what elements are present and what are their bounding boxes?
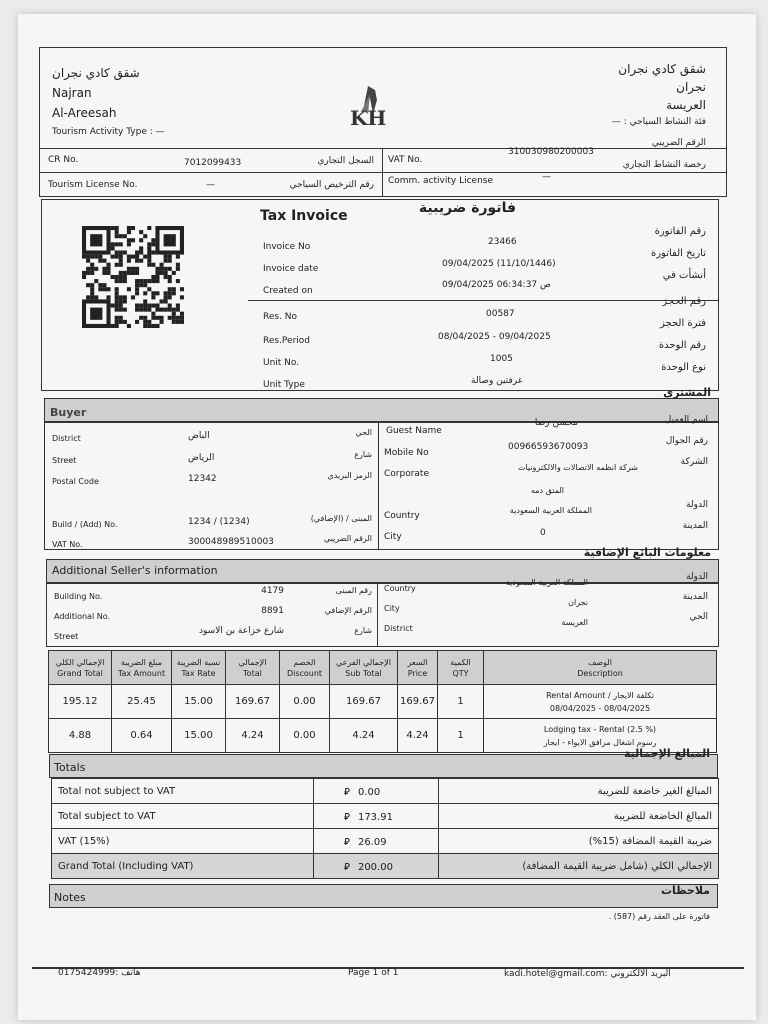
guest-name-label: Guest Name xyxy=(386,426,442,436)
column-header-en: Tax Rate xyxy=(181,668,216,678)
comm-ar-label: رخصة النشاط التجاري xyxy=(622,160,706,170)
vat-ar-label: الرقم الضريبي xyxy=(651,138,706,148)
item-cell-qty: 1 xyxy=(438,719,484,753)
item-cell-total: 169.67 xyxy=(226,685,280,719)
seller-field-label-ar: الرقم الإضافي xyxy=(324,606,372,615)
items-column-header xyxy=(226,651,280,685)
buyer-field-label: Street xyxy=(52,456,77,465)
buyer-field-label-ar: الرقم الضريبي xyxy=(323,534,372,543)
column-header-ar: الكمية xyxy=(450,657,471,667)
notes-title-en: Notes xyxy=(54,891,86,904)
qr-code-icon xyxy=(80,226,186,328)
company-name-ar-left: شقق كادي نجران xyxy=(52,66,140,80)
item-cell-total: 4.24 xyxy=(226,719,280,753)
mobile-value: 00966593670093 xyxy=(508,442,589,452)
items-column-header xyxy=(172,651,226,685)
corporate-value: شركة انظمه الاتصالات والالكترونيات xyxy=(517,463,638,472)
buyer-field-value: الباض xyxy=(188,431,210,441)
seller-field-label-ar: المدينة xyxy=(682,592,708,602)
buyer-field-label-ar: المبنى / (الإضافي) xyxy=(310,514,372,523)
invoice-row-label-ar: تاريخ الفاتورة xyxy=(650,248,706,259)
riyal-currency-icon: ⃁ xyxy=(344,811,350,823)
buyer-field-label: Postal Code xyxy=(52,477,99,486)
seller-field-value: العريسة xyxy=(561,618,588,627)
company-city-en: Najran xyxy=(52,86,92,100)
seller-field-label-ar: رقم المبنى xyxy=(335,586,372,595)
invoice-row-label-ar: فترة الحجز xyxy=(660,318,706,329)
cr-label: CR No. xyxy=(48,155,79,165)
tax-invoice-title-en: Tax Invoice xyxy=(260,208,348,224)
item-cell-rate: 15.00 xyxy=(172,719,226,753)
totals-label-ar: المبالغ الغير خاضعة للضريبة xyxy=(439,779,719,804)
item-cell-sub: 169.67 xyxy=(330,685,398,719)
mobile-ar: رقم الجوال xyxy=(665,436,708,446)
totals-amount xyxy=(314,829,439,854)
seller-field-value: شارع خزاعة بن الاسود xyxy=(199,626,284,636)
company-district-en: Al-Areesah xyxy=(52,106,117,120)
column-header-ar: الخصم xyxy=(293,657,316,667)
seller-field-value: 8891 xyxy=(261,606,284,616)
vat-value: 310030980200003 xyxy=(508,147,594,157)
footer-email: kadi.hotel@gmail.com: البريد الالكتروني xyxy=(504,969,671,979)
totals-row xyxy=(52,829,719,854)
country-value: المملكة العربية السعودية xyxy=(509,506,592,515)
buyer-field-label: District xyxy=(52,434,81,443)
buyer-field-value: الرياض xyxy=(188,453,215,463)
item-description xyxy=(484,685,717,719)
seller-field-label: Building No. xyxy=(54,592,103,601)
item-cell-tax: 25.45 xyxy=(112,685,172,719)
riyal-currency-icon: ⃁ xyxy=(344,861,350,873)
qr-code xyxy=(80,226,186,328)
items-column-header xyxy=(398,651,438,685)
seller-field-label-ar: الدولة xyxy=(686,572,708,582)
activity-type-en: Tourism Activity Type : — xyxy=(52,127,165,137)
column-header-ar: نسبة الضريبة xyxy=(176,657,221,667)
item-cell-qty: 1 xyxy=(438,685,484,719)
items-column-header xyxy=(438,651,484,685)
notes-header xyxy=(49,884,718,908)
company-logo xyxy=(340,84,400,134)
vat-label: VAT No. xyxy=(388,155,423,165)
totals-amount-value: 200.00 xyxy=(357,861,393,873)
totals-title-ar: المبالغ الإجمالية xyxy=(623,747,710,760)
items-column-header xyxy=(49,651,112,685)
invoice-row-label: Created on xyxy=(263,286,313,296)
company-name-ar-right: شقق كادي نجران xyxy=(618,62,706,76)
totals-amount xyxy=(314,779,439,804)
seller-field-label-ar: شارع xyxy=(354,626,372,635)
corporate-ar: الشركة xyxy=(680,457,708,467)
seller-field-value: 4179 xyxy=(261,586,284,596)
totals-label: Total subject to VAT xyxy=(52,804,314,829)
company-city-ar: نجران xyxy=(676,80,706,94)
tourism-license-label: Tourism License No. xyxy=(48,180,138,190)
item-description-line2: رسوم اشغال مرافق الايواء - ايجار xyxy=(543,737,657,747)
seller-field-label: Country xyxy=(384,584,416,593)
invoice-row-value: 00587 xyxy=(486,309,515,319)
notes-title-ar: ملاحظات xyxy=(661,884,710,897)
registry-divider xyxy=(382,148,383,197)
totals-label-ar: المبالغ الخاضعة للضريبة xyxy=(439,804,719,829)
tax-invoice-title-ar: فاتورة ضريبية xyxy=(418,200,516,216)
column-header-ar: مبلغ الضريبة xyxy=(120,657,163,667)
totals-amount-value: 26.09 xyxy=(357,836,387,848)
invoice-page xyxy=(18,14,756,1020)
comm-license-label: Comm. activity License xyxy=(388,176,494,186)
invoice-row-label-ar: أنشأت في xyxy=(662,270,706,281)
totals-amount xyxy=(314,804,439,829)
country-ar: الدولة xyxy=(686,500,708,510)
invoice-row-value: 08/04/2025 - 09/04/2025 xyxy=(438,332,551,342)
invoice-row-value: 09/04/2025 06:34:37 ص xyxy=(442,280,551,290)
buyer-field-label: VAT No. xyxy=(52,540,83,549)
seller-field-label: District xyxy=(384,624,413,633)
items-table xyxy=(48,650,717,753)
seller-divider xyxy=(377,583,378,647)
totals-amount-value: 173.91 xyxy=(357,811,393,823)
riyal-currency-icon: ⃁ xyxy=(344,786,350,798)
invoice-row-value: غرفتين وصالة xyxy=(471,376,523,386)
totals-label-ar: الإجمالي الكلي (شامل ضريبة القيمة المضافة) xyxy=(439,854,719,879)
buyer-field-value: 300048989510003 xyxy=(188,537,274,547)
items-column-header xyxy=(112,651,172,685)
item-description-line2: 08/04/2025 - 08/04/2025 xyxy=(549,703,651,713)
buyer-divider xyxy=(378,422,379,550)
column-header-ar: الإجمالي الكلي xyxy=(55,657,105,667)
invoice-row-label-ar: نوع الوحدة xyxy=(661,362,706,373)
totals-row xyxy=(52,804,719,829)
buyer-field-label-ar: شارع xyxy=(354,450,372,459)
buyer-field-label-ar: الرمز البريدي xyxy=(327,471,372,480)
column-header-en: Total xyxy=(243,668,262,678)
tourism-license-ar-label: رقم الترخيص السياحي xyxy=(289,180,374,190)
invoice-row-label-ar: رقم الحجز xyxy=(662,296,706,307)
seller-field-label: Additional No. xyxy=(54,612,110,621)
column-header-en: Grand Total xyxy=(57,668,103,678)
totals-label: VAT (15%) xyxy=(52,829,314,854)
cr-ar-label: السجل التجاري xyxy=(317,156,374,166)
totals-row xyxy=(52,854,719,879)
seller-field-value: نجران xyxy=(568,598,588,607)
item-cell-discount: 0.00 xyxy=(280,685,330,719)
items-header-row xyxy=(49,651,717,685)
totals-amount xyxy=(314,854,439,879)
seller-field-label: City xyxy=(384,604,400,613)
buyer-field-label-ar: الحي xyxy=(355,428,372,437)
column-header-ar: السعر xyxy=(407,657,428,667)
item-cell-sub: 4.24 xyxy=(330,719,398,753)
column-header-en: Discount xyxy=(286,668,323,678)
invoice-row-value: 09/04/2025 (11/10/1446) xyxy=(442,259,556,269)
column-header-en: Tax Amount xyxy=(117,668,166,678)
items-column-header xyxy=(280,651,330,685)
invoice-row-label: Invoice No xyxy=(263,242,311,252)
column-header-ar: الإجمالي الفرعي xyxy=(335,657,391,667)
totals-table xyxy=(51,778,719,879)
item-cell-grand: 195.12 xyxy=(49,685,112,719)
city-label: City xyxy=(384,532,402,542)
item-cell-discount: 0.00 xyxy=(280,719,330,753)
corporate-label: Corporate xyxy=(384,469,429,479)
activity-type-ar: فئة النشاط السياحي : — xyxy=(611,117,706,127)
tourism-license-value: — xyxy=(206,180,215,190)
item-description-line1: Lodging tax - Rental (2.5 %) xyxy=(543,724,657,734)
buyer-title-en: Buyer xyxy=(50,406,87,419)
totals-label-ar: ضريبة القيمة المضافة (15%) xyxy=(439,829,719,854)
item-cell-price: 4.24 xyxy=(398,719,438,753)
totals-row xyxy=(52,779,719,804)
column-header-ar: الوصف xyxy=(588,657,612,667)
buyer-field-value: 12342 xyxy=(188,474,217,484)
column-header-en: Sub Total xyxy=(345,668,382,678)
buyer-title-ar: المشتري xyxy=(663,386,711,399)
invoice-row-label: Res.Period xyxy=(263,336,310,346)
guest-name-value: محسن رضا xyxy=(534,418,578,428)
guest-name-ar: اسم العميل xyxy=(664,415,708,425)
invoice-row-value: 23466 xyxy=(488,237,517,247)
invoice-row-label: Invoice date xyxy=(263,264,319,274)
city-ar: المدينة xyxy=(682,521,708,531)
seller-box xyxy=(46,583,719,647)
item-cell-rate: 15.00 xyxy=(172,685,226,719)
invoice-row-label: Unit No. xyxy=(263,358,300,368)
totals-label: Grand Total (Including VAT) xyxy=(52,854,314,879)
registry-top-line xyxy=(39,148,727,149)
logo-text: KH xyxy=(350,106,387,130)
totals-header xyxy=(49,754,718,778)
invoice-row-value: 1005 xyxy=(490,354,513,364)
invoice-row-label-ar: رقم الوحدة xyxy=(658,340,706,351)
mobile-label: Mobile No xyxy=(384,448,429,458)
invoice-row-label: Unit Type xyxy=(263,380,305,390)
city-value: 0 xyxy=(540,528,546,538)
totals-title-en: Totals xyxy=(54,761,86,774)
column-header-ar: الإجمالي xyxy=(238,657,267,667)
buyer-field-value: 1234 / (1234) xyxy=(188,517,250,527)
notes-text: فاتورة على العقد رقم (587) . xyxy=(608,912,710,921)
seller-field-label-ar: الحي xyxy=(689,612,708,622)
registry-mid-line xyxy=(39,172,727,173)
seller-title-en: Additional Seller's information xyxy=(52,564,218,577)
corporate-value-line2: المتق دمه xyxy=(530,486,564,495)
country-label: Country xyxy=(384,511,420,521)
riyal-currency-icon: ⃁ xyxy=(344,836,350,848)
footer-page: Page 1 of 1 xyxy=(348,968,399,978)
item-cell-tax: 0.64 xyxy=(112,719,172,753)
invoice-divider xyxy=(248,300,719,301)
item-description-line1: Rental Amount / تكلفة الايجار xyxy=(546,690,654,700)
column-header-en: QTY xyxy=(452,668,469,678)
item-cell-grand: 4.88 xyxy=(49,719,112,753)
seller-title-ar: معلومات البائع الإضافية xyxy=(583,546,711,559)
invoice-row-label-ar: رقم الفاتورة xyxy=(654,226,706,237)
company-district-ar: العريسة xyxy=(666,98,706,112)
items-row xyxy=(49,719,717,753)
cr-value: 7012099433 xyxy=(184,158,242,168)
buyer-field-label: Build / (Add) No. xyxy=(52,520,118,529)
buyer-header xyxy=(44,398,719,422)
totals-amount-value: 0.00 xyxy=(357,786,381,798)
invoice-row-label: Res. No xyxy=(263,312,298,322)
buyer-box xyxy=(44,422,719,550)
items-row xyxy=(49,685,717,719)
item-cell-price: 169.67 xyxy=(398,685,438,719)
column-header-en: Price xyxy=(407,668,428,678)
items-body xyxy=(49,685,717,753)
items-column-header xyxy=(330,651,398,685)
footer-phone: 0175424999: هاتف xyxy=(58,968,141,978)
seller-field-value: المملكة العربية السعودية xyxy=(505,578,588,587)
comm-license-value: — xyxy=(542,172,551,182)
items-column-header xyxy=(484,651,717,685)
totals-label: Total not subject to VAT xyxy=(52,779,314,804)
seller-field-label: Street xyxy=(54,632,79,641)
column-header-en: Description xyxy=(577,668,623,678)
